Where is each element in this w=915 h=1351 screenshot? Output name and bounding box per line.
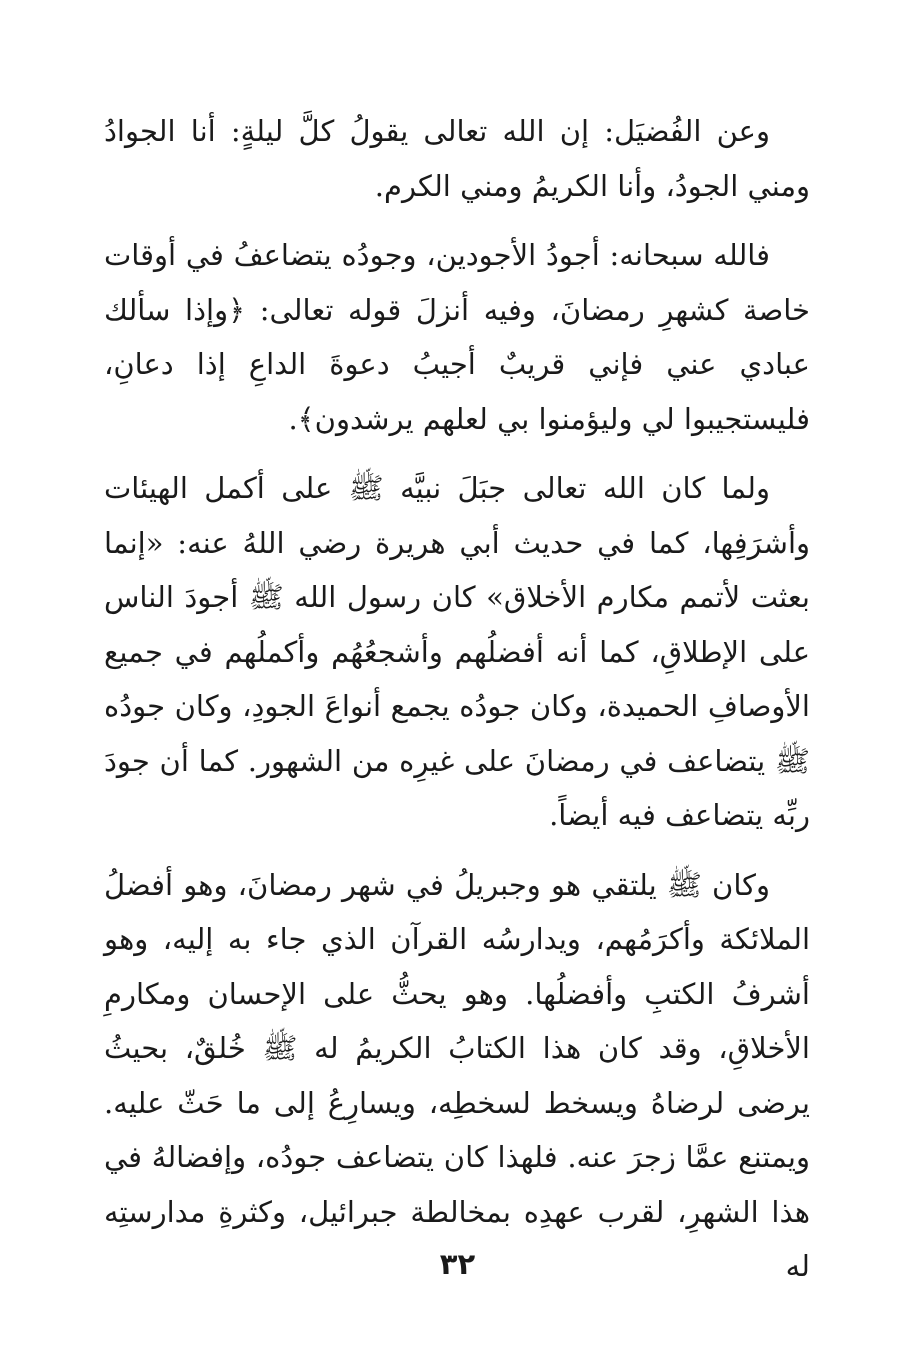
paragraph-allah-generosity: فالله سبحانه: أجودُ الأجودين، وجودُه يتضاعفُ في أوقات خاصة كشهرِ رمضانَ، وفيه أنزلَ قوله تعالى: ﴿وإذا سألك عبادي عني فإني قريبٌ أجيبُ دعوةَ الداعِ إذا دعانِ، فليستجيبوا لي وليؤمنوا بي لعلهم يرشدون﴾. [104, 238, 810, 436]
paragraph-jibril-ramadan: وكان ﷺ يلتقي هو وجبريلُ في شهر رمضانَ، وهو أفضلُ الملائكة وأكرَمُهم، ويدارسُه القرآن الذي جاء به إليه، وهو أشرفُ الكتبِ وأفضلُها. وهو يحثُّ على الإحسان ومكارمِ الأخلاقِ، وقد كان هذا الكتابُ الكريمُ له ﷺ خُلقٌ، بحيثُ يرضى لرضاهُ ويسخط لسخطِه، ويسارِعُ إلى ما حَثّ عليه. ويمتنع عمَّا زجرَ عنه. فلهذا كان يتضاعف جودُه، وإفضالهُ في هذا الشهرِ، لقرب عهدِه بمخالطة جبرائيل، وكثرةِ مدارستِه له [104, 867, 810, 1283]
page-number: ٣٢ [439, 1247, 476, 1281]
paragraph-prophet-generosity: ولما كان الله تعالى جبَلَ نبيَّه ﷺ على أكمل الهيئات وأشرَفِها، كما في حديث أبي هريرة رضي اللهُ عنه: «إنما بعثت لأتمم مكارم الأخلاق» كان رسول الله ﷺ أجودَ الناس على الإطلاقِ، كما أنه أفضلُهم وأشجعُهُم وأكملُهم في جميع الأوصافِ الحميدة، وكان جودُه يجمع أنواعَ الجودِ، وكان جودُه ﷺ يتضاعف في رمضانَ على غيرِه من الشهور. كما أن جودَ ربِّه يتضاعف فيه أيضاً. [104, 471, 810, 832]
body-text [104, 104, 810, 1294]
paragraph-fudayl-quote: وعن الفُضيَل: إن الله تعالى يقولُ كلَّ ليلةٍ: أنا الجوادُ ومني الجودُ، وأنا الكريمُ ومني الكرم. [104, 114, 810, 203]
